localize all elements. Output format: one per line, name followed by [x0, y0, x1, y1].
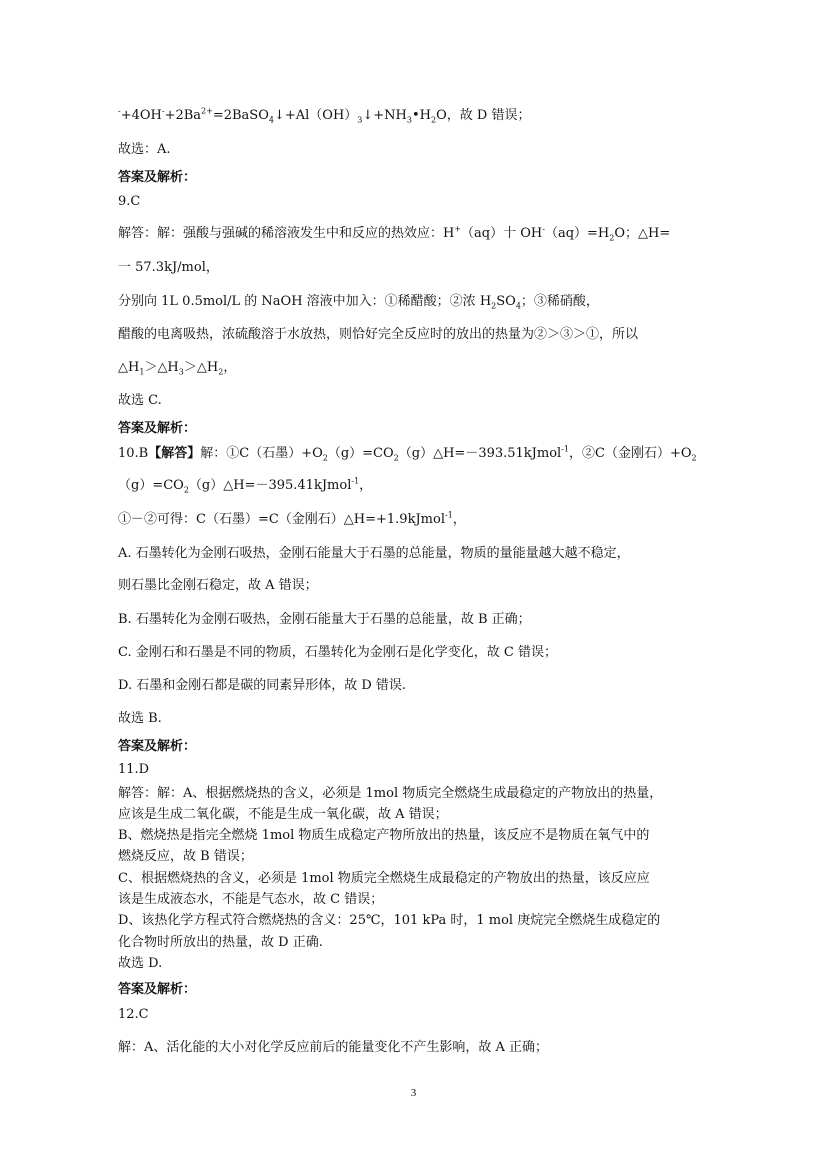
- text: O；△H=: [614, 226, 671, 241]
- q10-option-a-1: A. 石墨转化为金刚石吸热，金刚石能量大于石墨的总能量，物质的量能量越大越不稳定，: [118, 546, 630, 561]
- subscript: 3: [178, 367, 184, 377]
- subscript: 3: [406, 115, 412, 125]
- page-number: 3: [410, 1087, 417, 1099]
- text: ，②C（金刚石）+O: [569, 446, 692, 461]
- superscript: -: [118, 106, 121, 116]
- text: ，: [359, 478, 373, 493]
- q11-line: 化合物时所放出的热量，故 D 正确.: [118, 935, 323, 950]
- answer-heading: 答案及解析：: [118, 170, 197, 185]
- text: +2Ba: [164, 108, 202, 123]
- text: （g）=CO: [327, 446, 394, 461]
- text: ↓+NH: [362, 108, 407, 123]
- q11-line: 解答：解：A、根据燃烧热的含义，必须是 1mol 物质完全燃烧生成最稳定的产物放出的热量，: [118, 786, 663, 801]
- text: （g）=CO: [118, 478, 184, 493]
- q11-answer: 11.D: [118, 762, 150, 777]
- superscript: +: [454, 224, 462, 234]
- q9-line-2: 一 57.3kJ/mol，: [118, 260, 219, 275]
- q10-option-c: C. 金刚石和石墨是不同的物质，石墨转化为金刚石是化学变化，故 C 错误；: [118, 645, 557, 660]
- subscript: 2: [609, 233, 615, 243]
- q8-choice: 故选：A.: [118, 142, 171, 157]
- text: （aq）=H: [544, 226, 610, 241]
- q10-line-1: [118, 446, 697, 462]
- q11-line: C、根据燃烧热的含义，必须是 1mol 物质完全燃烧生成最稳定的产物放出的热量，该反应应: [118, 871, 650, 886]
- q10-option-b: B. 石墨转化为金刚石吸热，金刚石能量大于石墨的总能量，故 B 正确；: [118, 612, 531, 627]
- q10-line-3: [118, 512, 466, 528]
- text: △H: [118, 360, 140, 375]
- subscript: 2: [393, 453, 399, 463]
- q9-line-3: [118, 294, 599, 310]
- subscript: 2: [431, 115, 437, 125]
- text: +4OH: [120, 108, 162, 123]
- q10-answer: 10.B: [118, 446, 149, 461]
- text: 解答：解：强酸与强碱的稀溶液发生中和反应的热效应：H: [118, 226, 455, 241]
- text: 解：①C（石墨）+O: [200, 446, 323, 461]
- subscript: 1: [139, 367, 145, 377]
- q10-line-2: [118, 478, 372, 494]
- superscript: -1: [444, 510, 453, 520]
- subscript: 4: [268, 115, 274, 125]
- superscript: -1: [561, 444, 569, 454]
- q12-answer: 12.C: [118, 1007, 149, 1022]
- text: ＞△H: [144, 360, 179, 375]
- q10-option-d: D. 石墨和金刚石都是碳的同素异形体，故 D 错误.: [118, 678, 407, 693]
- answer-heading: 答案及解析：: [118, 421, 197, 436]
- text: =2BaSO: [212, 108, 269, 123]
- q9-line-5: [118, 360, 236, 376]
- q8-equation-tail: [118, 108, 530, 124]
- q9-choice: 故选 C.: [118, 393, 162, 408]
- text: ，: [223, 360, 237, 375]
- subscript: 3: [357, 115, 363, 125]
- superscript: -: [161, 106, 165, 116]
- answer-heading: 答案及解析：: [118, 739, 197, 754]
- text: •H: [411, 108, 431, 123]
- q11-choice: 故选 D.: [118, 956, 163, 971]
- q11-line: 燃烧反应，故 B 错误；: [118, 849, 253, 864]
- answer-heading: 答案及解析：: [118, 982, 197, 997]
- text: O，故 D 错误；: [436, 108, 531, 123]
- label: 【解答】: [148, 446, 201, 461]
- q11-line: 应该是生成二氧化碳，不能是生成一氧化碳，故 A 错误；: [118, 807, 448, 822]
- subscript: 2: [322, 453, 328, 463]
- subscript: 2: [218, 367, 224, 377]
- q10-choice: 故选 B.: [118, 711, 162, 726]
- q9-line-1: [118, 226, 670, 242]
- q9-line-4: 醋酸的电离吸热，浓硫酸溶于水放热，则恰好完全反应时的放出的热量为②＞③＞①，所以: [118, 327, 639, 342]
- q12-line-1: 解：A、活化能的大小对化学反应前后的能量变化不产生影响，故 A 正确；: [118, 1040, 549, 1055]
- text: （g）△H=－393.51kJmol: [398, 446, 562, 461]
- text: ；③稀硝酸，: [520, 294, 599, 309]
- text: ↓+Al（OH）: [273, 108, 358, 123]
- q9-answer: 9.C: [118, 194, 141, 209]
- subscript: 4: [515, 301, 521, 311]
- text: ＞△H: [183, 360, 219, 375]
- superscript: -: [542, 224, 545, 234]
- text: ，: [452, 512, 466, 527]
- q11-line: 该是生成液态水，不能是气态水，故 C 错误；: [118, 892, 384, 907]
- subscript: 2: [491, 301, 497, 311]
- text: SO: [496, 294, 516, 309]
- text: （aq）十 OH: [461, 226, 543, 241]
- superscript: -1: [351, 476, 360, 486]
- text: 分别向 1L 0.5mol/L 的 NaOH 溶液中加入：①稀醋酸；②浓 H: [118, 294, 492, 309]
- q11-line: D、该热化学方程式符合燃烧热的含义：25℃，101 kPa 时，1 mol 庚烷完全燃烧生成稳定的: [118, 913, 661, 928]
- subscript: 2: [691, 453, 697, 463]
- q11-line: B、燃烧热是指完全燃烧 1mol 物质生成稳定产物所放出的热量，该反应不是物质在氧气中的: [118, 828, 650, 843]
- superscript: 2+: [201, 106, 213, 116]
- q10-option-a-2: 则石墨比金刚石稳定，故 A 错误；: [118, 578, 318, 593]
- subscript: 2: [183, 485, 189, 495]
- text: （g）△H=－395.41kJmol: [188, 478, 352, 493]
- text: ①－②可得：C（石墨）=C（金刚石）△H=+1.9kJmol: [118, 512, 445, 527]
